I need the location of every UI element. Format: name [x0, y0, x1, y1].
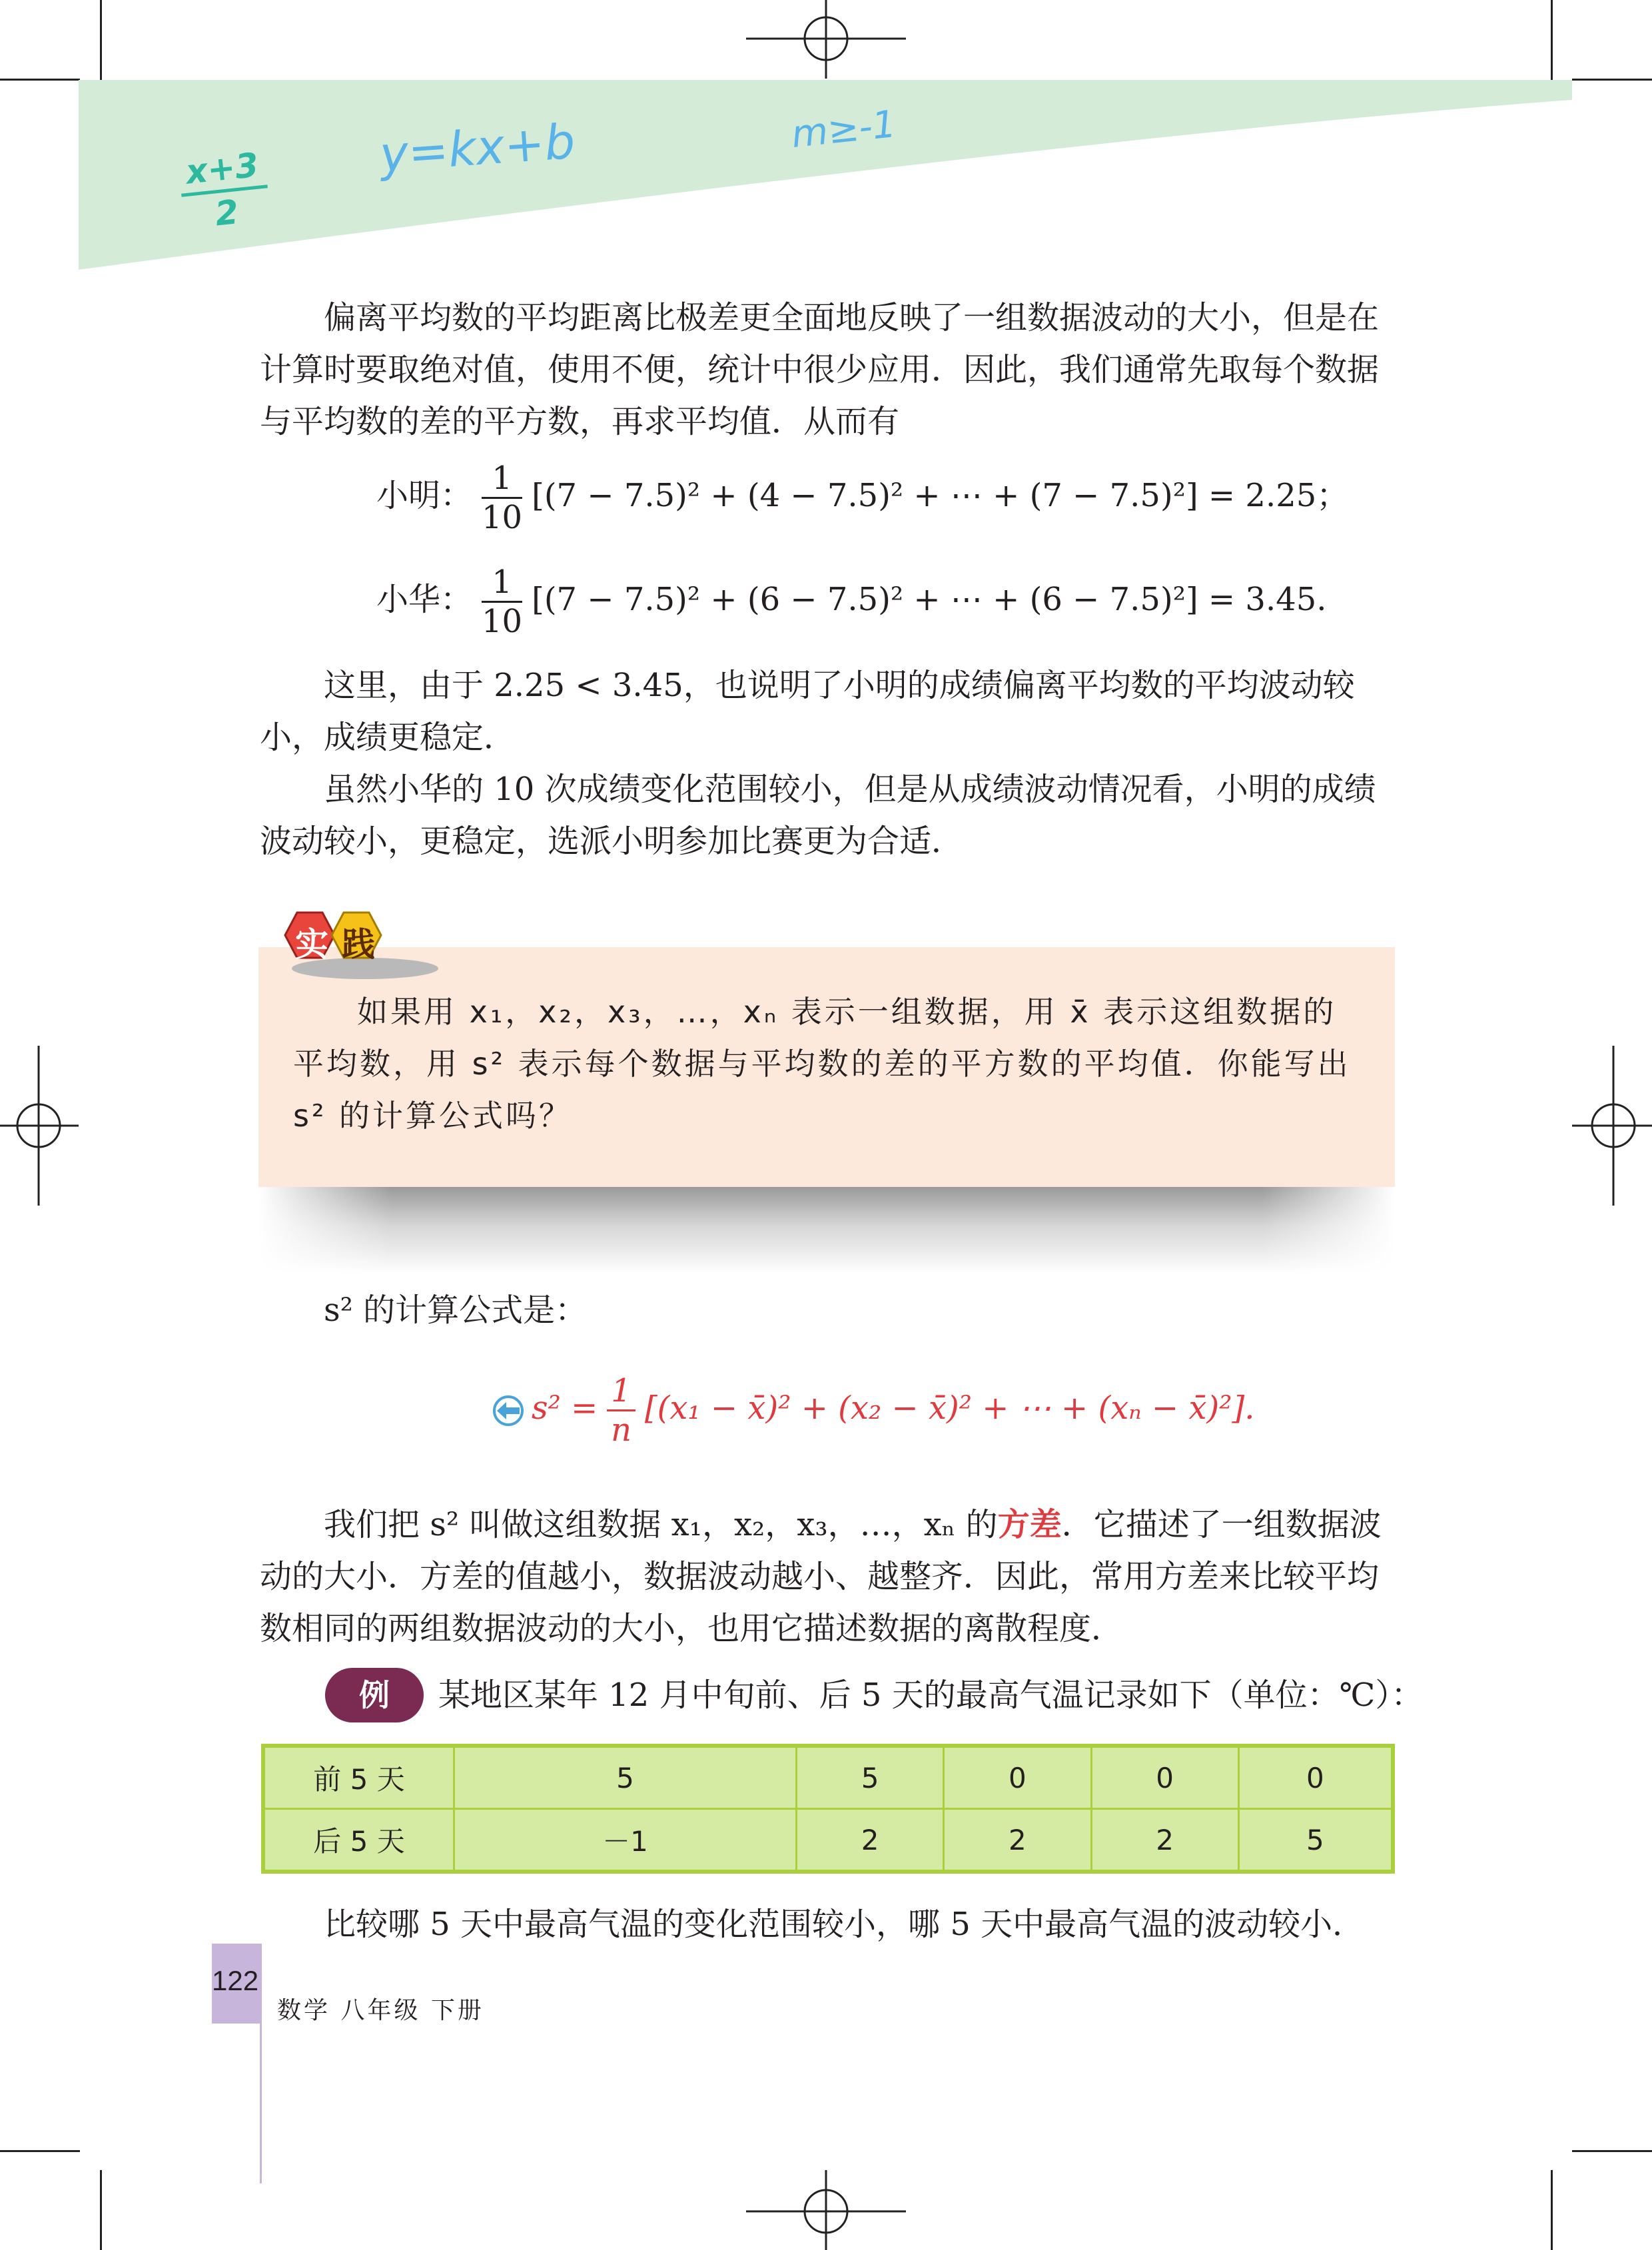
- definition-text-after: ．它描述了一组数据波动的大小．方差的值越小，数据波动越小、越整齐．因此，常用方差来比较平均数相同的两组数据波动的大小，也用它描述数据的离散程度．: [260, 1506, 1382, 1647]
- shadow-fade-right: [1262, 1187, 1395, 1274]
- table-cell: 5: [1238, 1809, 1393, 1872]
- banner-inequality: m≥-1: [789, 102, 899, 157]
- table-row: [263, 1809, 1393, 1872]
- banner-fraction: [177, 144, 272, 238]
- page-margin-rule: [260, 1944, 262, 2183]
- fraction-numerator: 1: [607, 1372, 635, 1411]
- example-badge: 例: [325, 1668, 424, 1722]
- variance-rhs: [(x₁ − x̄)² + (x₂ − x̄)² + ⋯ + (xₙ − x̄)²].: [644, 1389, 1255, 1427]
- practice-badge-char-1: 实: [295, 925, 328, 964]
- page-number: 122: [212, 1965, 259, 1996]
- table-cell: 2: [944, 1809, 1091, 1872]
- banner-fraction-den: 2: [213, 192, 240, 234]
- fraction-numerator: 1: [482, 563, 522, 603]
- formula-xiaohua-body: [(7 − 7.5)² + (6 − 7.5)² + ⋯ + (6 − 7.5)²] = 3.45.: [532, 581, 1327, 618]
- formula-xiaoming-body: [(7 − 7.5)² + (4 − 7.5)² + ⋯ + (7 − 7.5)²] = 2.25；: [532, 477, 1349, 514]
- table-cell: 0: [1238, 1746, 1393, 1809]
- fraction-denominator: 10: [482, 499, 523, 536]
- banner-line-formula: y=kx+b: [378, 113, 577, 183]
- table-cell: 2: [1091, 1809, 1238, 1872]
- registration-mark-left: [0, 1046, 80, 1206]
- practice-shadow: [258, 1187, 1395, 1274]
- table-cell: 5: [454, 1746, 797, 1809]
- definition-term: 方差: [997, 1506, 1062, 1543]
- paragraph-question: 比较哪 5 天中最高气温的变化范围较小，哪 5 天中最高气温的波动较小．: [324, 1906, 1365, 1943]
- practice-question: 如果用 x₁，x₂，x₃，…，xₙ 表示一组数据，用 x̄ 表示这组数据的平均数，用 s² 表示每个数据与平均数的差的平方数的平均值．你能写出 s² 的计算公式吗？: [293, 994, 1351, 1134]
- table-cell: 2: [797, 1809, 944, 1872]
- temperature-table: [261, 1744, 1395, 1874]
- registration-mark-bottom: [746, 2170, 906, 2250]
- fraction-one-over-n: [607, 1372, 635, 1449]
- key-formula-icon: [492, 1394, 525, 1427]
- formula-xiaoming-label: 小明：: [376, 477, 473, 514]
- fraction-one-tenth: [482, 460, 522, 536]
- table-row: [263, 1746, 1393, 1809]
- fraction-numerator: 1: [482, 460, 522, 499]
- definition-text-before: 我们把 s² 叫做这组数据 x₁，x₂，x₃，…，xₙ 的: [324, 1506, 998, 1543]
- formula-xiaoming: [376, 460, 1348, 536]
- row-label: 前 5 天: [263, 1746, 454, 1809]
- s2-intro: s² 的计算公式是：: [324, 1292, 588, 1329]
- example-statement: 某地区某年 12 月中旬前、后 5 天的最高气温记录如下（单位：℃）：: [438, 1677, 1424, 1714]
- paragraph-intro: 偏离平均数的平均距离比极差更全面地反映了一组数据波动的大小，但是在计算时要取绝对值，使用不便，统计中很少应用．因此，我们通常先取每个数据与平均数的差的平方数，再求平均值．从而有: [260, 299, 1380, 440]
- paragraph-variance-definition: [260, 1499, 1392, 1655]
- table-cell: 0: [944, 1746, 1091, 1809]
- shadow-fade-left: [258, 1187, 392, 1274]
- book-title: 数学 八年级 下册: [277, 1997, 484, 2024]
- paragraph-conclusion: 虽然小华的 10 次成绩变化范围较小，但是从成绩波动情况看，小明的成绩波动较小，更稳定，选派小明参加比赛更为合适．: [260, 771, 1376, 860]
- fraction-one-tenth: [482, 563, 522, 640]
- table-cell: 0: [1091, 1746, 1238, 1809]
- registration-mark-right: [1572, 1046, 1652, 1206]
- variance-formula: [492, 1372, 1254, 1449]
- fraction-denominator: n: [611, 1411, 632, 1449]
- table-cell: 5: [797, 1746, 944, 1809]
- paragraph-comparison: 这里，由于 2.25 < 3.45，也说明了小明的成绩偏离平均数的平均波动较小，成绩更稳定．: [260, 667, 1355, 756]
- table-cell: －1: [454, 1809, 797, 1872]
- fraction-denominator: 10: [482, 603, 523, 640]
- banner-fraction-num: x+3: [177, 144, 268, 197]
- formula-xiaohua-label: 小华：: [376, 581, 473, 618]
- formula-xiaohua: [376, 563, 1327, 640]
- practice-badge-char-2: 践: [342, 925, 375, 964]
- variance-lhs: s² =: [532, 1389, 598, 1427]
- row-label: 后 5 天: [263, 1809, 454, 1872]
